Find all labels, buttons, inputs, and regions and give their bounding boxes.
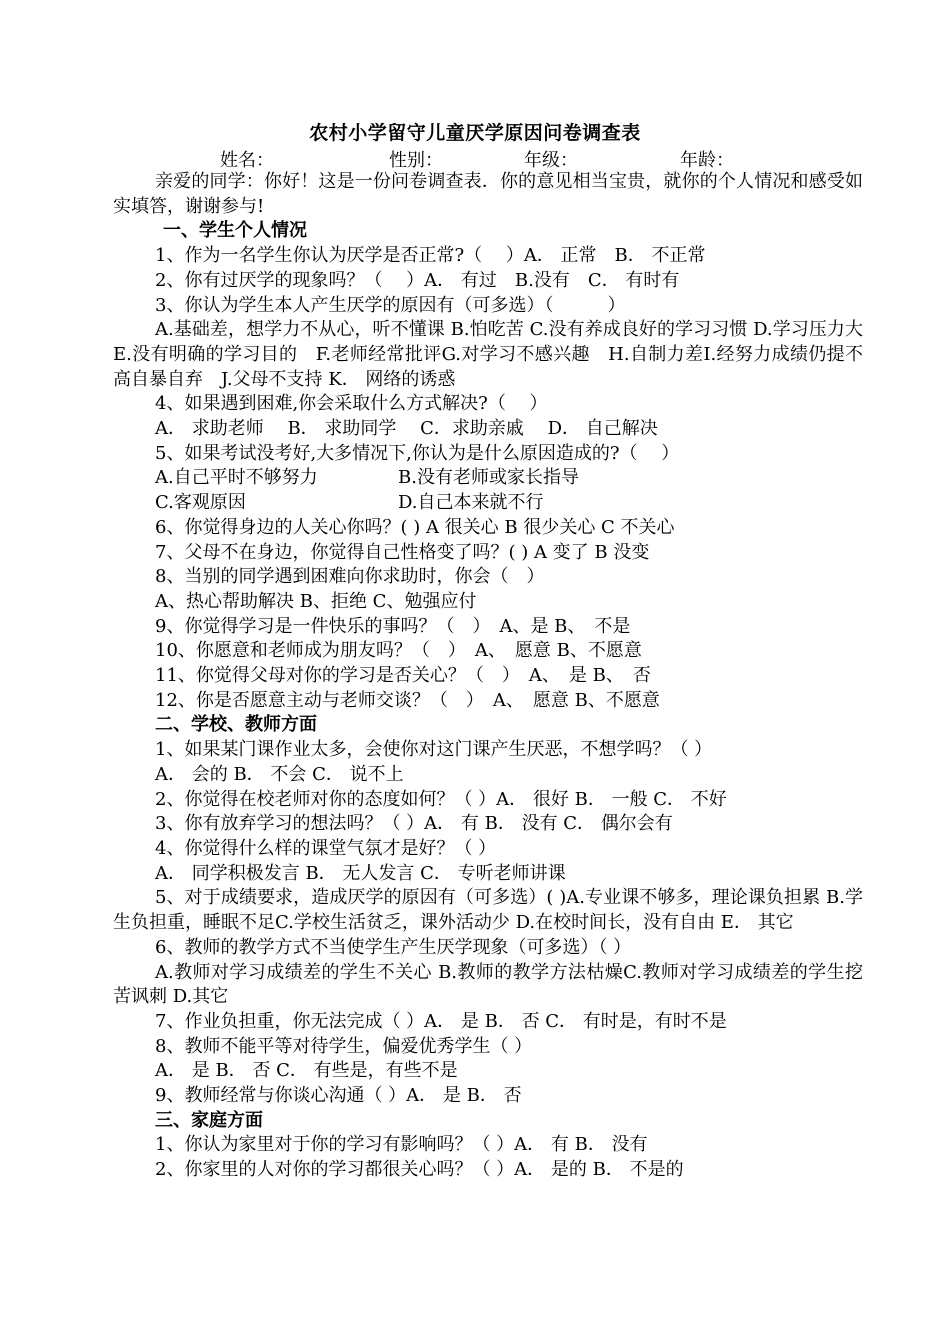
option-a: A.自己平时不够努力 — [155, 467, 318, 489]
name-field-label: 姓名： — [220, 150, 274, 171]
s2-question-8-options: A． 是 B． 否 C． 有些是，有些不是 — [155, 1060, 458, 1082]
option-c: C.客观原因 — [155, 492, 246, 514]
s2-question-3: 3、你有放弃学习的想法吗？（ ）A． 有 B． 没有 C． 偶尔会有 — [155, 813, 673, 835]
s2-question-7: 7、作业负担重，你无法完成（ ）A． 是 B． 否 C． 有时是，有时不是 — [155, 1010, 727, 1032]
document-title: 农村小学留守儿童厌学原因问卷调查表 — [309, 122, 641, 144]
s1-question-5: 5、如果考试没考好,大多情况下,你认为是什么原因造成的?（ ） — [155, 442, 680, 464]
s1-question-5-options-row-1 — [113, 466, 863, 491]
option-d: D.自己本来就不行 — [398, 492, 544, 514]
age-field-label: 年龄： — [680, 150, 734, 171]
section-1-heading: 一、学生个人情况 — [163, 220, 307, 242]
s1-question-12: 12、你是否愿意主动与老师交谈？（ ） A、 愿意 B、不愿意 — [155, 689, 660, 711]
intro-paragraph: 亲爱的同学：你好！这是一份问卷调查表．你的意见相当宝贵，就你的个人情况和感受如实填答，谢谢参与! — [113, 171, 863, 217]
s1-question-3: 3、你认为学生本人产生厌学的原因有（可多选）（ ） — [155, 294, 626, 316]
s1-question-8: 8、当别的同学遇到困难向你求助时，你会（ ） — [155, 566, 545, 588]
s2-question-4-options: A． 同学积极发言 B． 无人发言 C． 专听老师讲课 — [155, 862, 566, 884]
s1-question-9: 9、你觉得学习是一件快乐的事吗？（ ） A、是 B、 不是 — [155, 615, 631, 637]
gender-field-label: 性别： — [389, 150, 443, 171]
s2-question-1: 1、如果某门课作业太多，会使你对这门课产生厌恶，不想学吗？（ ） — [155, 739, 713, 761]
questionnaire-body — [113, 170, 863, 1183]
s2-question-8: 8、教师不能平等对待学生，偏爱优秀学生（ ） — [155, 1035, 533, 1057]
s1-question-1: 1、作为一名学生你认为厌学是否正常?（ ）A． 正常 B． 不正常 — [155, 245, 706, 267]
s2-question-4: 4、你觉得什么样的课堂气氛才是好？（ ） — [155, 837, 497, 859]
s3-question-1: 1、你认为家里对于你的学习有影响吗？（ ）A． 有 B． 没有 — [155, 1134, 648, 1156]
section-2-heading: 二、学校、教师方面 — [155, 714, 317, 736]
s1-question-6: 6、你觉得身边的人关心你吗？( ) A 很关心 B 很少关心 C 不关心 — [155, 516, 675, 538]
respondent-info — [0, 146, 950, 170]
s2-question-6: 6、教师的教学方式不当使学生产生厌学现象（可多选）（ ） — [155, 936, 632, 958]
s1-question-3-options: A.基础差，想学力不从心，听不懂课 B.怕吃苦 C.没有养成良好的学习习惯 D.学习压力大E.没有明确的学习目的 F.老师经常批评G.对学习不感兴趣 H.自制力差I.经努力成绩仍提不高自暴自弃 J.父母不支持 K． 网络的诱惑 — [113, 319, 863, 390]
option-b: B.没有老师或家长指导 — [398, 467, 579, 489]
s1-question-8-options: A、热心帮助解决 B、拒绝 C、勉强应付 — [155, 590, 477, 612]
s1-question-4-options: A． 求助老师 B． 求助同学 C．求助亲戚 D． 自己解决 — [155, 418, 658, 440]
s2-question-9: 9、教师经常与你谈心沟通（ ）A． 是 B． 否 — [155, 1085, 522, 1107]
s1-question-2: 2、你有过厌学的现象吗？（ ）A． 有过 B.没有 C． 有时有 — [155, 269, 680, 291]
s2-question-1-options: A． 会的 B． 不会 C． 说不上 — [155, 763, 404, 785]
s3-question-2: 2、你家里的人对你的学习都很关心吗？（ ）A． 是的 B． 不是的 — [155, 1159, 684, 1181]
s1-question-4: 4、如果遇到困难,你会采取什么方式解决?（ ） — [155, 393, 548, 415]
grade-field-label: 年级： — [524, 150, 578, 171]
s2-question-5: 5、对于成绩要求，造成厌学的原因有（可多选）( )A.专业课不够多，理论课负担累 B.学生负担重，睡眠不足C.学校生活贫乏，课外活动少 D.在校时间长，没有自由 E． 其它 — [113, 887, 863, 934]
section-3-heading: 三、家庭方面 — [155, 1109, 263, 1131]
s1-question-7: 7、父母不在身边，你觉得自己性格变了吗？( ) A 变了 B 没变 — [155, 541, 650, 563]
s1-question-5-options-row-2 — [113, 491, 863, 516]
s2-question-6-options: A.教师对学习成绩差的学生不关心 B.教师的教学方法枯燥C.教师对学习成绩差的学生挖苦讽刺 D.其它 — [113, 961, 863, 1008]
s2-question-2: 2、你觉得在校老师对你的态度如何？（ ）A． 很好 B． 一般 C． 不好 — [155, 788, 727, 810]
s1-question-10: 10、你愿意和老师成为朋友吗？（ ） A、 愿意 B、不愿意 — [155, 640, 642, 662]
s1-question-11: 11、你觉得父母对你的学习是否关心？（ ） A、 是 B、 否 — [155, 665, 651, 687]
